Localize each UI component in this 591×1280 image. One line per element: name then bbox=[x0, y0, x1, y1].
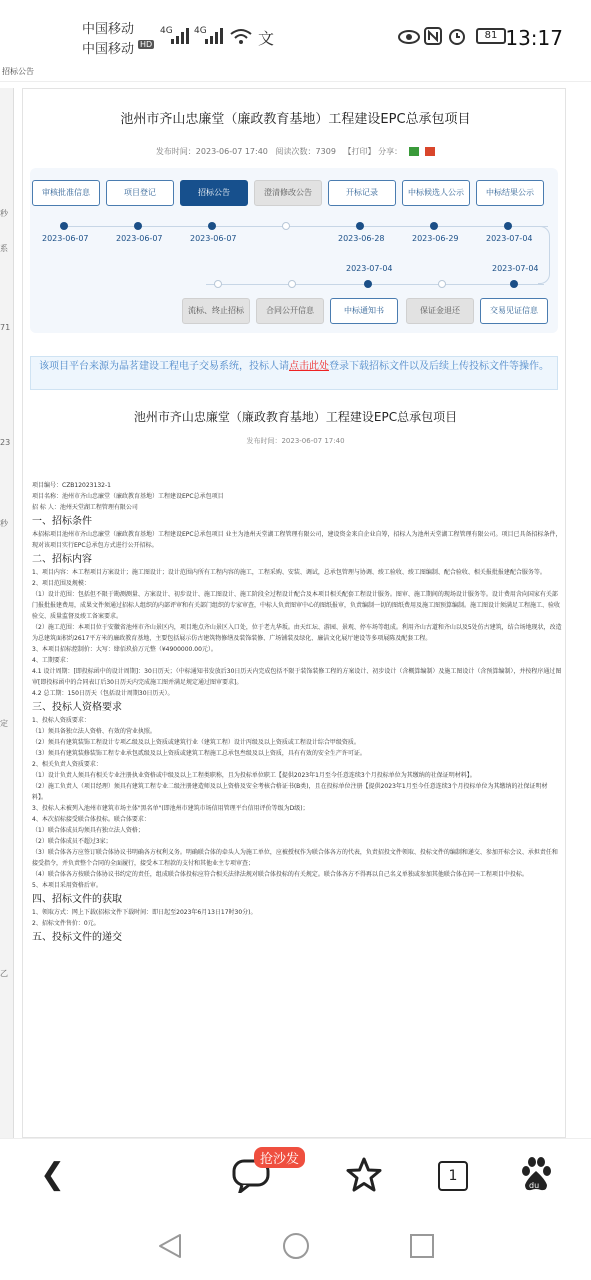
paragraph: （1）设计负责人须具有相关专业注册执业资格或中级及以上工程类职称，且为投标单位职工【提供2023年1月至今任意连续3个月投标单位为其缴纳的社保证明材料】。 bbox=[32, 772, 476, 779]
back-arrow-icon[interactable]: ❮ bbox=[40, 1157, 66, 1192]
nav-home-icon[interactable] bbox=[282, 1232, 310, 1260]
click-here-link[interactable]: 点击此处 bbox=[289, 361, 329, 372]
step-合同公开信息[interactable]: 合同公开信息 bbox=[256, 298, 324, 324]
tabs-icon[interactable]: 1 bbox=[438, 1161, 468, 1191]
step-中标结果公示[interactable]: 中标结果公示 bbox=[476, 180, 544, 206]
paragraph: 3、本项目招标控制价：大写：肆佰玖拾万元整（¥4900000.00元）。 bbox=[32, 646, 217, 653]
step-澄清修改公告[interactable]: 澄清修改公告 bbox=[254, 180, 322, 206]
paragraph: 4.1 设计周期：[即投标函中的设计周期]：30日历天；（中标通知书发放后30日历天内完成包括不限于装饰装修工程的方案设计、初步设计（含概算编制）及施工图设计（含预算编制），并按程序通过图审[即投标函中的合同表订后30日历天内完成施工图并满足规定通过图审要求]。 bbox=[32, 668, 562, 686]
section-heading: 三、投标人资格要求 bbox=[32, 702, 122, 713]
step-date: 2023-06-28 bbox=[338, 234, 385, 243]
nav-back-icon[interactable] bbox=[156, 1232, 184, 1260]
nav-recents-icon[interactable] bbox=[408, 1232, 436, 1260]
timeline-dot bbox=[430, 222, 438, 230]
system-nav-bar bbox=[0, 1212, 591, 1280]
carrier-1: 中国移动 bbox=[82, 22, 135, 37]
left-strip-text: 系 bbox=[0, 244, 8, 253]
left-strip-text: 71 bbox=[0, 323, 11, 332]
timeline-dot bbox=[510, 280, 518, 288]
paragraph: 项目名称：池州市齐山忠廉堂（廉政教育基地）工程建设EPC总承包项目 bbox=[32, 493, 224, 500]
paragraph: （2）须具有建筑装饰工程设计专项乙级及以上资质或建筑行业（建筑工程）设计丙级及以上资质或工程设计综合甲级资质。 bbox=[32, 739, 360, 746]
breadcrumb[interactable]: 招标公告 bbox=[0, 66, 591, 82]
paragraph: 3、投标人未被列入池州市建筑市场主体"黑名单"(即池州市建筑市场信用管理平台信用评价等级为D级)； bbox=[32, 805, 309, 812]
eye-icon bbox=[398, 30, 420, 44]
step-开标记录[interactable]: 开标记录 bbox=[328, 180, 396, 206]
step-项目登记[interactable]: 项目登记 bbox=[106, 180, 174, 206]
document-publish-time: 发布时间：2023-06-07 17:40 bbox=[246, 437, 345, 445]
left-strip-text: 秒 bbox=[0, 209, 8, 218]
timeline-dot bbox=[364, 280, 372, 288]
notice-text: 该项目平台来源为晶茗建设工程电子交易系统，投标人请 bbox=[39, 361, 289, 372]
wifi-icon bbox=[230, 28, 252, 44]
baidu-paw-icon[interactable] bbox=[518, 1157, 554, 1193]
comment-badge[interactable]: 抢沙发 bbox=[254, 1147, 305, 1168]
nfc-icon bbox=[424, 27, 442, 45]
step-date: 2023-07-04 bbox=[346, 264, 393, 273]
step-招标公告[interactable]: 招标公告 bbox=[180, 180, 248, 206]
platform-notice bbox=[30, 356, 558, 390]
paragraph: 5、本项目采用资格后审。 bbox=[32, 882, 102, 889]
paragraph: （3）须具有建筑装修装饰工程专业承包贰级及以上资质或建筑工程施工总承包叁级及以上资质，具有有效的安全生产许可证。 bbox=[32, 750, 366, 757]
timeline-dot bbox=[214, 280, 222, 288]
timeline-dot bbox=[438, 280, 446, 288]
paragraph: （2）施工负责人（项目经理）须具有建筑工程专业二级注册建造师及以上资格及安全考核合格证书(B类)，且在投标单位注册【提供2023年1月至今任意连续3个月投标单位为其缴纳的社保证明材料】。 bbox=[32, 783, 548, 801]
paragraph: （4）联合体各方按联合体协议书约定的责任，组成联合体投标应符合相关法律法规对联合体投标的有关规定。联合体各方不得再以自己名义单独或参加其他联合体在同一工程项目中投标。 bbox=[32, 871, 528, 878]
paragraph: 1、领取方式：网上下载(招标文件下载时间：即日起至2023年6月13日17时30分)。 bbox=[32, 909, 257, 916]
step-date: 2023-07-04 bbox=[492, 264, 539, 273]
document-body bbox=[32, 480, 562, 945]
section-heading: 四、招标文件的获取 bbox=[32, 894, 122, 905]
document-title: 池州市齐山忠廉堂（廉政教育基地）工程建设EPC总承包项目 bbox=[133, 410, 458, 424]
star-icon[interactable] bbox=[346, 1157, 382, 1193]
step-date: 2023-06-07 bbox=[116, 234, 163, 243]
net-1: 4G bbox=[160, 26, 173, 36]
signal-2-icon bbox=[204, 28, 224, 44]
paragraph: （1）须具备独立法人资格、有效的营业执照。 bbox=[32, 728, 156, 735]
left-strip-text: 秒 bbox=[0, 519, 8, 528]
notice-text-end: 登录下载招标文件以及后续上传投标文件等操作。 bbox=[329, 361, 549, 372]
timeline-dot bbox=[282, 222, 290, 230]
left-side-strip bbox=[0, 88, 14, 1138]
publish-time: 发布时间：2023-06-07 17:40 bbox=[155, 147, 268, 156]
net-2: 4G bbox=[194, 26, 207, 36]
left-strip-text: 23 bbox=[0, 438, 11, 447]
section-heading: 二、招标内容 bbox=[32, 554, 92, 565]
timeline-dot bbox=[208, 222, 216, 230]
paragraph: （3）联合体各方应签订联合体协议书明确各方权利义务。明确联合体的牵头人为施工单位，应被授权作为联合体各方的代表，负责招投文件领取、投标文件的编制和递交、参加开标会议、承担责任和接受指令，并负责整个合同的全面履行，接受本工程款的支付和其他业主专项审查； bbox=[32, 849, 558, 867]
signal-1-icon bbox=[170, 28, 190, 44]
step-date: 2023-07-04 bbox=[486, 234, 533, 243]
left-strip-text: 定 bbox=[0, 719, 8, 728]
step-中标通知书[interactable]: 中标通知书 bbox=[330, 298, 398, 324]
view-count: 阅读次数：7309 bbox=[275, 147, 336, 156]
paragraph: （1）设计范围：包括但不限于勘测测量、方案设计、初步设计、施工图设计、施工阶段全过程设计配合及本项目相关配套工程设计服务。图审、施工期间的现场设计服务等。设计费用含向国家有关部门报批报建费用，成果文件须通过招标人组织的内部评审和有关部门组织的专家审查，中标人负责图审中心的图纸报审，负责编制一切的图纸费用及施工图预算编制。施工图设计须满足工程施工、验收验交、质量监督及竣工备案要求。 bbox=[32, 591, 561, 620]
paragraph: 招 标 人：池州天堂湖工程管理有限公司 bbox=[32, 504, 138, 511]
timeline-dot bbox=[356, 222, 364, 230]
bottom-toolbar bbox=[0, 1138, 591, 1212]
step-中标候选人公示[interactable]: 中标候选人公示 bbox=[402, 180, 470, 206]
step-保证金退还[interactable]: 保证金退还 bbox=[406, 298, 474, 324]
battery-indicator: 81 bbox=[476, 28, 506, 44]
page-title: 池州市齐山忠廉堂（廉政教育基地）工程建设EPC总承包项目 bbox=[120, 112, 471, 127]
step-date: 2023-06-07 bbox=[42, 234, 89, 243]
hd-badge: HD bbox=[140, 40, 153, 49]
paragraph: 1、投标人资质要求： bbox=[32, 717, 90, 724]
paragraph: 1、项目内容：本工程项目方案设计；施工图设计；设计范围内所有工程内容的施工，工程采购、安装、调试，总承包管理与协调、竣工验收、竣工图编制、配合验收、相关报批报建配合服务等。 bbox=[32, 569, 546, 576]
meta-line bbox=[0, 146, 591, 157]
timeline-dot bbox=[504, 222, 512, 230]
print-link[interactable]: 【打印】 bbox=[343, 147, 376, 156]
wechat-share-icon[interactable] bbox=[409, 147, 419, 156]
paragraph: （1）联合体成员均须具有独立法人资格； bbox=[32, 827, 144, 834]
paragraph: 项目编号：CZB12023132-1 bbox=[32, 482, 111, 489]
step-审核批准信息[interactable]: 审核批准信息 bbox=[32, 180, 100, 206]
paragraph: 4、本次招标接受联合体投标。联合体要求： bbox=[32, 816, 150, 823]
step-流标终止招标[interactable]: 流标、终止招标 bbox=[182, 298, 250, 324]
alarm-icon bbox=[448, 27, 466, 45]
section-heading: 一、招标条件 bbox=[32, 516, 92, 527]
paragraph: （2）施工范围：本项目位于安徽省池州市齐山景区内，项目地点齐山景区入口处，位于老九华坂。由天红坛、游园、景观、停车场等组成。利用齐山古道和齐山以及5处仿古建筑，结合场地现状，改造为总建筑面积约2617平方米的廉政教育基地，主要包括展示仿古建筑物修缮及装饰装修、广场铺装及绿化、廉洁文化展厅建设等多项展陈及配套工程。 bbox=[32, 624, 562, 642]
process-flow bbox=[30, 168, 558, 333]
paragraph: 2、项目范围及规模： bbox=[32, 580, 90, 587]
timeline-dot bbox=[288, 280, 296, 288]
paragraph: 本招标项目池州市齐山忠廉堂（廉政教育基地）工程建设EPC总承包项目 业主为池州天堂湖工程管理有限公司，建设资金来自企业自筹，招标人为池州天堂湖工程管理有限公司。项目已具备招标条件，现对该项目实行EPC总承包方式进行公开招标。 bbox=[32, 531, 562, 549]
timeline-dot bbox=[134, 222, 142, 230]
left-strip-text: 乙 bbox=[0, 969, 8, 978]
share-label: 分享： bbox=[378, 147, 403, 156]
paragraph: 4.2 总工期：150日历天（包括设计周期30日历天）。 bbox=[32, 690, 174, 697]
paragraph: 4、工期要求： bbox=[32, 657, 72, 664]
section-heading: 五、投标文件的递交 bbox=[32, 932, 122, 943]
weibo-share-icon[interactable] bbox=[425, 147, 435, 156]
step-date: 2023-06-29 bbox=[412, 234, 459, 243]
status-bar bbox=[0, 0, 591, 64]
step-date: 2023-06-07 bbox=[190, 234, 237, 243]
step-交易见证信息[interactable]: 交易见证信息 bbox=[480, 298, 548, 324]
svg-text:du: du bbox=[529, 1181, 540, 1190]
ime-icon: 文 bbox=[258, 29, 275, 48]
timeline-dot bbox=[60, 222, 68, 230]
clock: 13:17 bbox=[505, 26, 563, 50]
carrier-2: 中国移动 bbox=[82, 42, 135, 57]
paragraph: （2）联合体成员不超过3家； bbox=[32, 838, 112, 845]
paragraph: 2、招标文件售价：0元。 bbox=[32, 920, 100, 927]
paragraph: 2、相关负责人资质要求： bbox=[32, 761, 102, 768]
